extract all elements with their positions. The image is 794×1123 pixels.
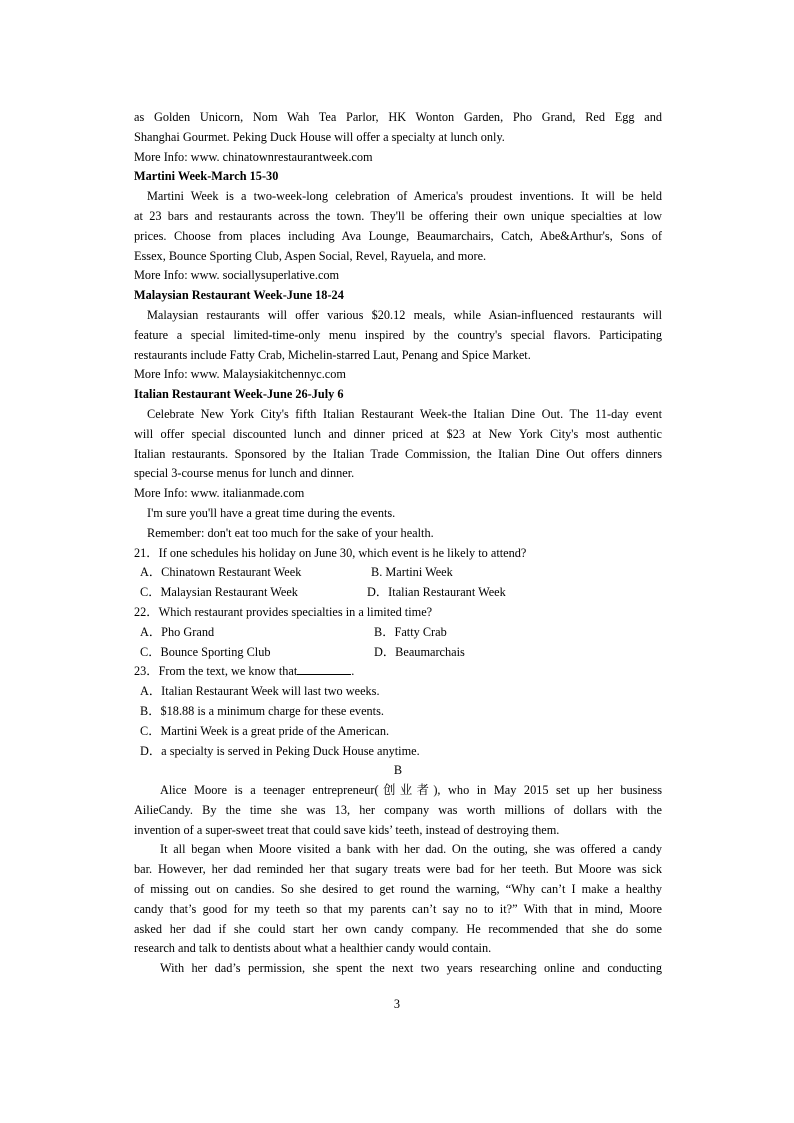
- option-b: B．$18.88 is a minimum charge for these events.: [140, 703, 384, 718]
- more-info-chinatown: More Info: www. chinatownrestaurantweek.com: [134, 149, 373, 164]
- page-number: 3: [393, 997, 401, 1011]
- section-b-label: B: [393, 763, 403, 778]
- passage-b-line: bar. However, her dad reminded her that sugary treats were bad for her teeth. But Moore was sick: [134, 862, 662, 877]
- option-d: D．a specialty is served in Peking Duck House anytime.: [140, 743, 420, 758]
- more-info-martini: More Info: www. sociallysuperlative.com: [134, 268, 340, 283]
- option-c: C．Martini Week is a great pride of the American.: [140, 723, 390, 738]
- malaysian-line: Malaysian restaurants will offer various $20.12 meals, while Asian-influenced restaurants will: [147, 307, 662, 322]
- intro-line: Shanghai Gourmet. Peking Duck House will offer a specialty at lunch only.: [134, 129, 505, 144]
- option-d: D．Beaumarchais: [374, 644, 465, 659]
- document-page: [134, 108, 662, 979]
- question-21-options-row: [134, 583, 662, 603]
- italian-line: Italian restaurants. Sponsored by the Italian Trade Commission, the Italian Dine Out offers dinners: [134, 446, 662, 461]
- option-c: C．Malaysian Restaurant Week: [140, 585, 298, 600]
- passage-b-line: It all began when Moore visited a bank with her dad. On the outing, she was offered a candy: [160, 842, 662, 857]
- heading-martini-week: Martini Week-March 15-30: [134, 169, 279, 184]
- question-22-options-row: [134, 623, 662, 643]
- passage-b-line: of missing out on candies. So she desired to get round the warning, “Why can’t I make a healthy: [134, 882, 662, 897]
- question-23-stem: [134, 662, 662, 682]
- more-info-malaysian: More Info: www. Malaysiakitchennyc.com: [134, 367, 346, 382]
- closing-line: Remember: don't eat too much for the sake of your health.: [147, 525, 434, 540]
- italian-line: will offer special discounted lunch and dinner priced at $23 at New York City's most authentic: [134, 426, 662, 441]
- passage-b-line: asked her dad if she could start her own candy company. He recommended that she do some: [134, 921, 662, 936]
- malaysian-line: restaurants include Fatty Crab, Michelin-starred Laut, Penang and Spice Market.: [134, 347, 531, 362]
- passage-b-line: invention of a super-sweet treat that could save kids’ teeth, instead of destroying them.: [134, 822, 560, 837]
- malaysian-line: feature a special limited-time-only menu inspired by the country's special flavors. Participating: [134, 327, 662, 342]
- passage-b-line: research and talk to dentists about what a healthier candy would contain.: [134, 941, 492, 956]
- martini-line: Essex, Bounce Sporting Club, Aspen Social, Revel, Rayuela, and more.: [134, 248, 487, 263]
- passage-b-line: Alice Moore is a teenager entrepreneur(创业者), who in May 2015 set up her business: [160, 783, 662, 798]
- question-22-stem: 22．Which restaurant provides specialties in a limited time?: [134, 604, 433, 619]
- passage-b-line: With her dad’s permission, she spent the next two years researching online and conducting: [160, 961, 662, 976]
- option-d: D．Italian Restaurant Week: [367, 585, 506, 600]
- option-a: A．Pho Grand: [140, 624, 215, 639]
- passage-b-line: candy that’s good for my teeth so that my parents can’t say no to it?” With that in mind, Moore: [134, 901, 662, 916]
- heading-italian-week: Italian Restaurant Week-June 26-July 6: [134, 387, 344, 402]
- passage-b-line: AilieCandy. By the time she was 13, her company was worth millions of dollars with the: [134, 802, 662, 817]
- question-21-stem: 21．If one schedules his holiday on June 30, which event is he likely to attend?: [134, 545, 527, 560]
- intro-line: as Golden Unicorn, Nom Wah Tea Parlor, HK Wonton Garden, Pho Grand, Red Egg and: [134, 110, 662, 124]
- option-c: C．Bounce Sporting Club: [140, 644, 271, 659]
- italian-line: Celebrate New York City's fifth Italian Restaurant Week-the Italian Dine Out. The 11-day event: [147, 406, 662, 421]
- option-b: B．Fatty Crab: [374, 624, 447, 639]
- question-23-stem-text: 23．From the text, we know that: [134, 664, 298, 679]
- question-23-stem-end: .: [351, 664, 355, 679]
- option-b: B. Martini Week: [371, 565, 453, 580]
- closing-line: I'm sure you'll have a great time during the events.: [147, 505, 396, 520]
- heading-malaysian-week: Malaysian Restaurant Week-June 18-24: [134, 288, 344, 303]
- option-a: A．Italian Restaurant Week will last two weeks.: [140, 684, 380, 699]
- martini-line: prices. Choose from places including Ava Lounge, Beaumarchairs, Catch, Abe&Arthur's, Sons of: [134, 228, 662, 243]
- martini-line: Martini Week is a two-week-long celebration of America's proudest inventions. It will be held: [147, 189, 662, 204]
- martini-line: at 23 bars and restaurants across the town. They'll be offering their own unique specialties at low: [134, 208, 662, 223]
- answer-blank: [297, 663, 351, 675]
- italian-line: special 3-course menus for lunch and dinner.: [134, 466, 355, 481]
- question-22-options-row: [134, 643, 662, 663]
- more-info-italian: More Info: www. italianmade.com: [134, 486, 305, 501]
- question-21-options-row: [134, 563, 662, 583]
- option-a: A．Chinatown Restaurant Week: [140, 565, 302, 580]
